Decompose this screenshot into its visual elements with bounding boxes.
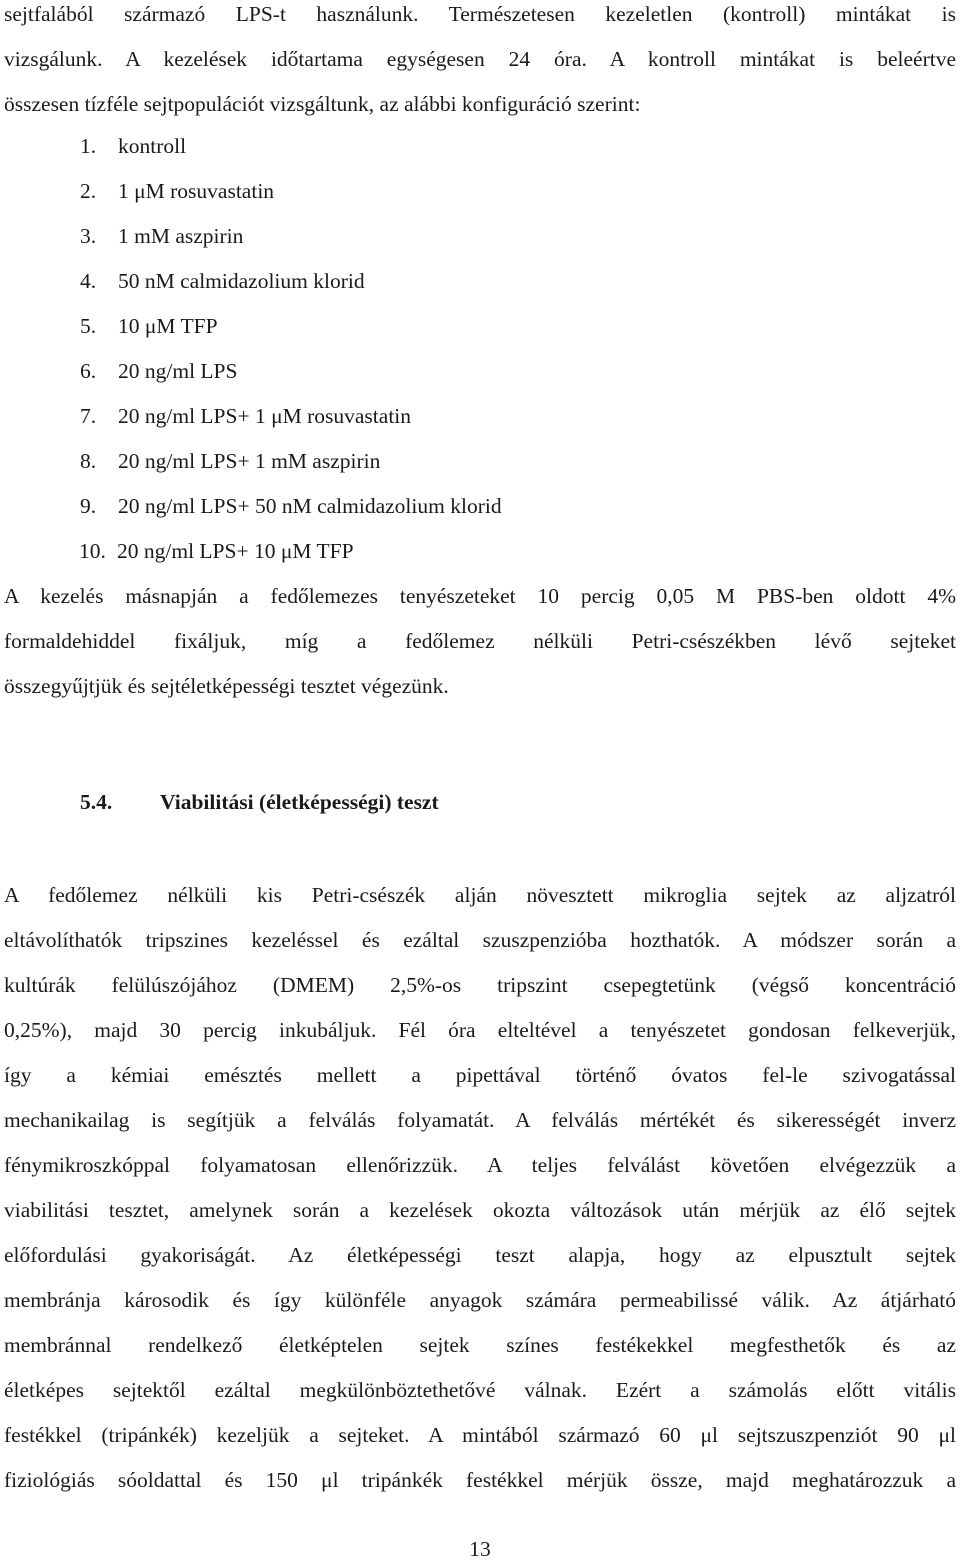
list-item [79, 529, 502, 574]
text-line: előfordulási gyakoriságát. Az életképességi teszt alapja, hogy az elpusztult sejtek [4, 1243, 956, 1267]
list-number: 1. [80, 134, 97, 158]
list-number: 9. [80, 494, 97, 518]
list-text: kontroll [118, 134, 187, 158]
list-item [80, 304, 502, 349]
list-text: 20 ng/ml LPS+ 50 nM calmidazolium klorid [118, 494, 502, 518]
list-item [80, 214, 502, 259]
list-number: 6. [80, 359, 97, 383]
text-line: A fedőlemez nélküli kis Petri-csészék alján növesztett mikroglia sejtek az aljzatról [4, 883, 956, 907]
list-text: 20 ng/ml LPS+ 1 mM aszpirin [118, 449, 381, 473]
text-line: festékkel (tripánkék) kezeljük a sejteket. A mintából származó 60 μl sejtszuszpenziót 90 μl [4, 1423, 956, 1447]
list-item [80, 124, 502, 169]
list-text: 1 mM aszpirin [118, 224, 244, 248]
text-line: membránnal rendelkező életképtelen sejtek színes festékekkel megfesthetők és az [4, 1333, 956, 1357]
text-line: A kezelés másnapján a fedőlemezes tenyészeteket 10 percig 0,05 M PBS-ben oldott 4% [4, 584, 956, 608]
list-text: 20 ng/ml LPS+ 1 μM rosuvastatin [118, 404, 412, 428]
list-number: 8. [80, 449, 97, 473]
list-number: 4. [80, 269, 97, 293]
list-text: 50 nM calmidazolium klorid [118, 269, 365, 293]
text-line: összegyűjtjük és sejtéletképességi tesztet végezünk. [4, 674, 449, 698]
fixation-paragraph [4, 574, 956, 709]
section-number: 5.4. [80, 790, 113, 814]
list-number: 2. [80, 179, 97, 203]
list-number: 5. [80, 314, 97, 338]
text-line: vizsgálunk. A kezelések időtartama egységesen 24 óra. A kontroll mintákat is beleértve [4, 47, 956, 71]
list-item [80, 484, 502, 529]
text-line: sejtfalából származó LPS-t használunk. Természetesen kezeletlen (kontroll) mintákat is [4, 2, 956, 26]
page-number: 13 [469, 1537, 491, 1561]
list-item [80, 349, 502, 394]
text-line: eltávolíthatók tripszines kezeléssel és ezáltal szuszpenzióba hozthatók. A módszer során a [4, 928, 956, 952]
section-heading [80, 780, 439, 825]
section-title: Viabilitási (életképességi) teszt [160, 790, 439, 814]
list-text: 20 ng/ml LPS+ 10 μM TFP [117, 539, 354, 563]
body-paragraph [4, 873, 956, 1503]
text-line: így a kémiai emésztés mellett a pipettával történő óvatos fel-le szivogatással [4, 1063, 956, 1087]
text-line: viabilitási tesztet, amelynek során a kezelések okozta változások után mérjük az élő sejtek [4, 1198, 956, 1222]
text-line: formaldehiddel fixáljuk, míg a fedőlemez nélküli Petri-csészékben lévő sejteket [4, 629, 956, 653]
text-line: 0,25%), majd 30 percig inkubáljuk. Fél óra elteltével a tenyészetet gondosan felkeverjük, [4, 1018, 956, 1042]
text-line: kultúrák felülúszójához (DMEM) 2,5%-os tripszint csepegtetünk (végső koncentráció [4, 973, 956, 997]
list-text: 1 μM rosuvastatin [118, 179, 275, 203]
text-line: mechanikailag is segítjük a felválás folyamatát. A felválás mértékét és sikerességét inverz [4, 1108, 956, 1132]
list-text: 10 μM TFP [118, 314, 218, 338]
text-line: fénymikroszkóppal folyamatosan ellenőrizzük. A teljes felválást követően elvégezzük a [4, 1153, 956, 1177]
list-text: 20 ng/ml LPS [118, 359, 238, 383]
text-line: membránja károsodik és így különféle anyagok számára permeabilissé válik. Az átjárható [4, 1288, 956, 1312]
list-item [80, 439, 502, 484]
list-item [80, 259, 502, 304]
list-number: 3. [80, 224, 97, 248]
text-line: fiziológiás sóoldattal és 150 μl tripánkék festékkel mérjük össze, majd meghatározzuk a [4, 1468, 956, 1492]
treatment-list [80, 124, 502, 574]
list-item [80, 394, 502, 439]
intro-paragraph [4, 0, 956, 127]
list-number: 10. [79, 539, 106, 563]
list-number: 7. [80, 404, 97, 428]
text-line: életképes sejtektől ezáltal megkülönböztethetővé válnak. Ezért a számolás előtt vitális [4, 1378, 956, 1402]
list-item [80, 169, 502, 214]
text-line: összesen tízféle sejtpopulációt vizsgáltunk, az alábbi konfiguráció szerint: [4, 92, 641, 116]
